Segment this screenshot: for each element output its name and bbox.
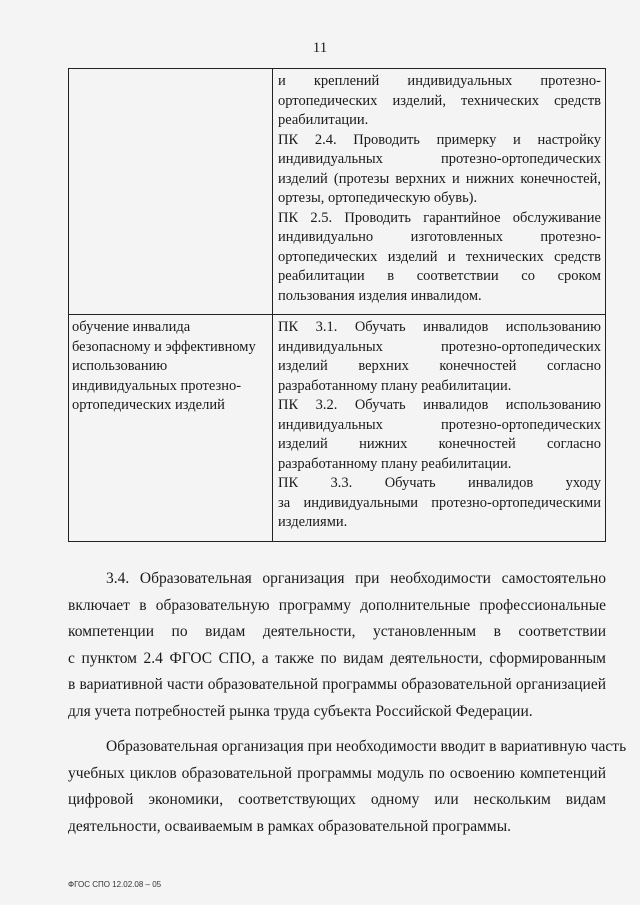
- competency-line: индивидуальных протезно-ортопедических: [278, 151, 601, 167]
- text-line: с пунктом 2.4 ФГОС СПО, а также по видам деятельности, сформированным: [68, 649, 606, 667]
- competency-line: индивидуально изготовленных протезно-: [278, 229, 601, 245]
- competency-line: изделиями.: [278, 514, 348, 530]
- paragraph-3-4: [68, 566, 606, 725]
- activity-line: безопасному и эффективному: [72, 338, 256, 355]
- competency-line: изделий нижних конечностей согласно: [278, 436, 601, 452]
- competency-line: разработанному плану реабилитации.: [278, 377, 512, 394]
- competency-line: разработанному плану реабилитации.: [278, 455, 512, 472]
- competency-line: изделий верхних конечностей согласно: [278, 358, 601, 374]
- competency-cell: [273, 315, 606, 542]
- paragraph-digital-economy: [68, 734, 627, 840]
- table-row: [69, 315, 606, 542]
- competency-line: пользования изделия инвалидом.: [278, 287, 482, 304]
- competency-line: за индивидуальными протезно-ортопедическими: [278, 494, 601, 511]
- text-line: в вариативной части образовательной программы образовательной организацией: [68, 676, 606, 693]
- competency-line: ПК 3.3. Обучать инвалидов уходу: [278, 475, 601, 491]
- table-row: [69, 69, 606, 315]
- competency-line: и креплений индивидуальных протезно-: [278, 73, 601, 89]
- body-text: [68, 566, 627, 849]
- text-line: для учета потребностей рынка труда субъекта Российской Федерации.: [68, 702, 533, 720]
- competency-line: ортопедических изделий и технических средств: [278, 248, 601, 265]
- activity-line: индивидуальных протезно-: [72, 377, 242, 394]
- competency-line: ортопедических изделий, технических средств: [278, 92, 601, 109]
- competency-line: ортезы, ортопедическую обувь).: [278, 190, 478, 206]
- text-line: Образовательная организация при необходимости вводит в вариативную часть: [106, 738, 627, 755]
- competency-line: реабилитации в соответствии со сроком: [278, 268, 601, 284]
- activity-cell: [69, 69, 273, 315]
- activity-line: обучение инвалида: [72, 319, 191, 335]
- text-line: 3.4. Образовательная организация при необходимости самостоятельно: [106, 570, 606, 587]
- page-number: 11: [312, 40, 328, 56]
- competency-cell: [273, 69, 606, 315]
- activity-cell: [69, 315, 273, 542]
- text-line: деятельности, осваиваемым в рамках образовательной программы.: [68, 817, 511, 835]
- competency-line: индивидуальных протезно-ортопедических: [278, 416, 601, 433]
- competencies-table: [68, 68, 606, 542]
- text-line: компетенции по видам деятельности, установленным в соответствии: [68, 623, 606, 640]
- footer-code: ФГОС СПО 12.02.08 – 05: [68, 880, 162, 889]
- text-line: цифровой экономики, соответствующих одному или нескольким видам: [68, 791, 606, 808]
- competency-line: изделий (протезы верхних и нижних конечностей,: [278, 170, 601, 187]
- text-line: включает в образовательную программу дополнительные профессиональные: [68, 596, 606, 614]
- competency-line: реабилитации.: [278, 112, 369, 128]
- competency-line: ПК 3.1. Обучать инвалидов использованию: [278, 319, 601, 335]
- competency-line: ПК 2.4. Проводить примерку и настройку: [278, 131, 601, 148]
- competency-line: индивидуальных протезно-ортопедических: [278, 338, 601, 355]
- activity-line: ортопедических изделий: [72, 397, 225, 413]
- competency-line: ПК 2.5. Проводить гарантийное обслуживание: [278, 209, 601, 226]
- text-line: учебных циклов образовательной программы модуль по освоению компетенций: [68, 764, 606, 782]
- activity-line: использованию: [72, 358, 168, 374]
- competency-line: ПК 3.2. Обучать инвалидов использованию: [278, 397, 601, 413]
